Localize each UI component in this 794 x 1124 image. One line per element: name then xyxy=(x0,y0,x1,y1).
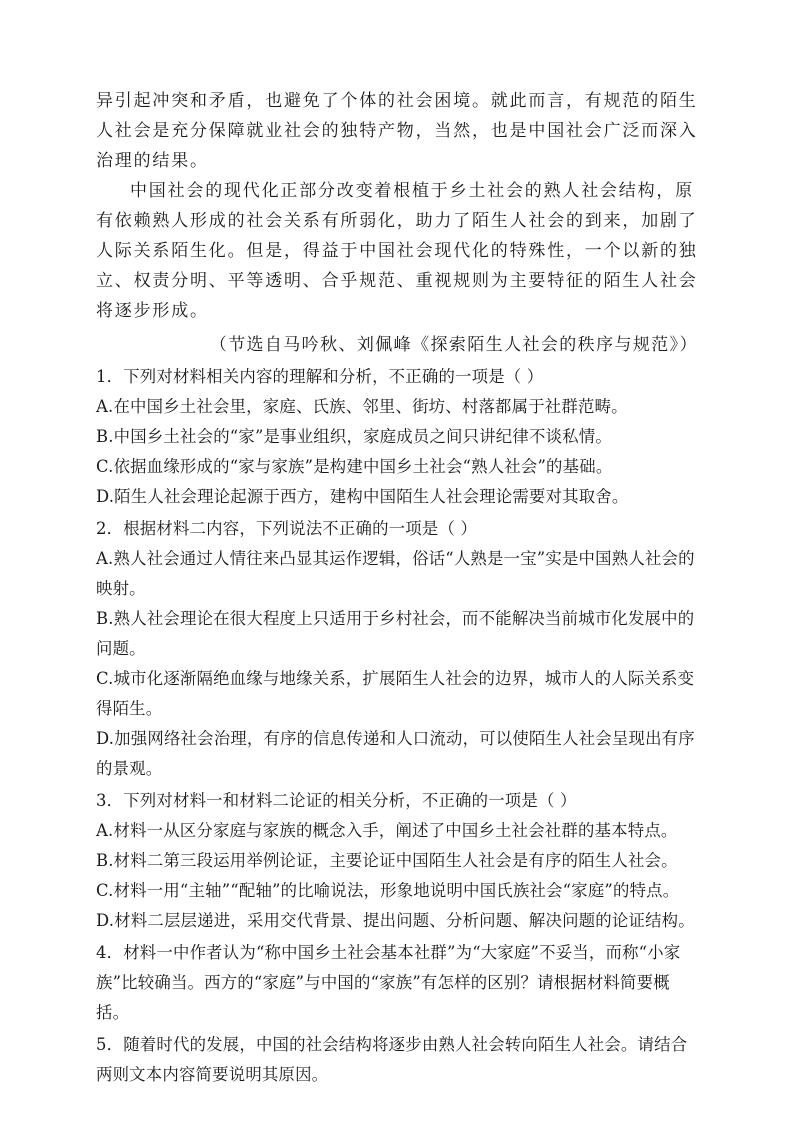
passage-paragraph-1: 异引起冲突和矛盾，也避免了个体的社会困境。就此而言，有规范的陌生人社会是充分保障就业社会的独特产物，当然，也是中国社会广泛而深入治理的结果。 xyxy=(96,91,698,171)
option-b: B.材料二第三段运用举例论证，主要论证中国陌生人社会是有序的陌生人社会。 xyxy=(96,851,678,870)
option-d: D.陌生人社会理论起源于西方，建构中国陌生人社会理论需要对其取舍。 xyxy=(96,487,629,506)
option-c: C.依据血缘形成的“家与家族”是构建中国乡土社会“熟人社会”的基础。 xyxy=(96,457,613,476)
question-2 xyxy=(96,514,698,784)
question-stem: 2．根据材料二内容，下列说法不正确的一项是（ ） xyxy=(96,519,478,538)
passage-source: （节选自马吟秋、刘佩峰《探索陌生人社会的秩序与规范》） xyxy=(209,335,698,355)
question-3 xyxy=(96,786,698,936)
option-a: A.材料一从区分家庭与家族的概念入手，阐述了中国乡土社会社群的基本特点。 xyxy=(96,821,678,840)
question-4 xyxy=(96,938,698,1028)
question-stem: 5．随着时代的发展，中国的社会结构将逐步由熟人社会转向陌生人社会。请结合两则文本内容简要说明其原因。 xyxy=(96,1035,688,1084)
question-stem: 3．下列对材料一和材料二论证的相关分析，不正确的一项是（ ） xyxy=(96,791,577,810)
passage-paragraph-2: 中国社会的现代化正部分改变着根植于乡土社会的熟人社会结构，原有依赖熟人形成的社会关系有所弱化，助力了陌生人社会的到来，加剧了人际关系陌生化。但是，得益于中国社会现代化的特殊性，一个以新的独立、权责分明、平等透明、合乎规范、重视规则为主要特征的陌生人社会将逐步形成。 xyxy=(96,181,698,321)
option-c: C.材料一用“主轴”“配轴”的比喻说法，形象地说明中国氏族社会“家庭”的特点。 xyxy=(96,881,680,900)
question-stem: 4．材料一中作者认为“称中国乡土社会基本社群”为“大家庭”不妥当，而称“小家族”比较确当。西方的“家庭”与中国的“家族”有怎样的区别？请根据材料简要概括。 xyxy=(96,943,681,1022)
option-d: D.加强网络社会治理，有序的信息传递和人口流动，可以使陌生人社会呈现出有序的景观。 xyxy=(96,729,695,778)
option-c: C.城市化逐渐隔绝血缘与地缘关系，扩展陌生人社会的边界，城市人的人际关系变得陌生。 xyxy=(96,669,695,718)
question-stem: 1．下列对材料相关内容的理解和分析，不正确的一项是（ ） xyxy=(96,367,544,386)
option-b: B.中国乡土社会的“家”是事业组织，家庭成员之间只讲纪律不谈私情。 xyxy=(96,427,612,446)
option-b: B.熟人社会理论在很大程度上只适用于乡村社会，而不能解决当前城市化发展中的问题。 xyxy=(96,609,695,658)
option-d: D.材料二层层递进，采用交代背景、提出问题、分析问题、解决问题的论证结构。 xyxy=(96,911,695,930)
question-5 xyxy=(96,1030,698,1090)
exam-page xyxy=(96,86,698,1090)
option-a: A.在中国乡土社会里，家庭、氏族、邻里、街坊、村落都属于社群范畴。 xyxy=(96,397,628,416)
question-1 xyxy=(96,362,698,512)
option-a: A.熟人社会通过人情往来凸显其运作逻辑，俗话“人熟是一宝”实是中国熟人社会的映射。 xyxy=(96,549,695,598)
